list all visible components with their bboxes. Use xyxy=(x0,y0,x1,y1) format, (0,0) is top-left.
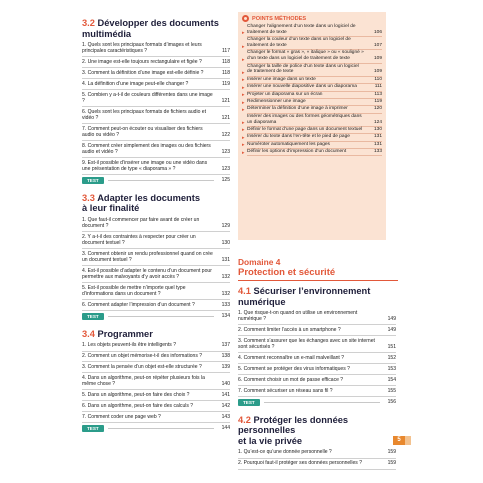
question-line xyxy=(82,126,218,138)
question-item[interactable] xyxy=(82,70,230,76)
bullet-icon: ▸ xyxy=(242,93,245,99)
divider xyxy=(82,174,230,175)
method-item[interactable] xyxy=(238,24,386,37)
question-number: 1. xyxy=(238,310,243,316)
question-text: Y a-t-il des contraintes à respecter pour créer un document textuel ? xyxy=(82,233,196,246)
question-line xyxy=(82,268,218,280)
method-text: Projeter un diaporama sur un écran xyxy=(247,92,368,99)
question-page: 159 xyxy=(387,449,396,456)
test-badge[interactable]: TEST xyxy=(82,313,104,320)
question-number: 3. xyxy=(82,250,87,257)
question-number: 6. xyxy=(82,108,87,115)
divider xyxy=(82,56,230,57)
question-item[interactable] xyxy=(238,377,396,383)
test-page: 125 xyxy=(221,177,230,184)
method-item[interactable] xyxy=(238,114,386,127)
question-page: 129 xyxy=(221,222,230,229)
question-item[interactable] xyxy=(82,302,230,308)
divider xyxy=(82,67,230,68)
divider xyxy=(82,411,230,412)
method-item[interactable] xyxy=(238,50,386,63)
question-item[interactable] xyxy=(82,251,230,263)
section-number: 4.1 xyxy=(238,286,251,296)
section-title xyxy=(82,18,230,39)
question-number: 1. xyxy=(82,342,87,349)
test-line xyxy=(108,428,214,429)
divider xyxy=(238,352,396,353)
question-number: 6. xyxy=(82,301,87,308)
divider xyxy=(238,469,396,470)
question-page: 152 xyxy=(387,354,396,361)
method-text: Définir le format d’une page dans un document textuel xyxy=(247,127,368,134)
question-number: 6. xyxy=(82,402,87,409)
bullet-icon: ▸ xyxy=(242,78,245,84)
question-item[interactable] xyxy=(82,160,230,172)
bullet-icon: ▸ xyxy=(242,121,245,127)
divider xyxy=(238,396,396,397)
section-title-line: et la vie privée xyxy=(238,435,303,446)
question-line xyxy=(82,251,218,263)
question-text: Est-il possible de mettre n’importe quel type d’informations dans un document ? xyxy=(82,284,186,297)
domain-label: Domaine 4 xyxy=(238,257,281,267)
question-text: Comment s’assurer que les échanges avec un site internet sont sécurisés ? xyxy=(238,337,375,350)
bullet-icon: ▸ xyxy=(242,100,245,106)
question-text: Comment peut-on écouter ou visualiser des fichiers audio ou vidéo ? xyxy=(82,125,203,138)
question-page: 121 xyxy=(221,97,230,104)
bullet-icon: ▸ xyxy=(242,85,245,91)
divider xyxy=(82,372,230,373)
section-title xyxy=(238,415,396,447)
method-text: Numéroter automatiquement les pages xyxy=(247,142,368,149)
section-title xyxy=(82,329,230,340)
method-text: Changer la taille de police d’un texte dans un logiciel de traitement de texte xyxy=(247,64,368,77)
question-line xyxy=(82,285,218,297)
question-number: 5. xyxy=(82,91,87,98)
method-item[interactable] xyxy=(238,142,386,149)
method-page: 109 xyxy=(368,69,382,76)
question-number: 9. xyxy=(82,159,87,166)
right-column xyxy=(238,286,396,471)
method-text: Changer l’alignement d’un texte dans un logiciel de traitement de texte xyxy=(247,24,368,37)
method-text: Définir les options d’impression d’un document xyxy=(247,149,368,156)
question-line xyxy=(238,377,384,383)
section-spacer xyxy=(82,186,230,193)
question-page: 117 xyxy=(221,48,230,55)
question-line xyxy=(82,217,218,229)
section-spacer xyxy=(82,434,230,441)
method-text: Changer le format « gras », « italique » ou « souligné » d’un texte dans un logiciel de traitement de texte xyxy=(247,50,368,63)
question-page: 153 xyxy=(387,365,396,372)
question-number: 1. xyxy=(82,216,87,223)
question-item[interactable] xyxy=(82,342,230,348)
question-text: Comment sécuriser un réseau sans fil ? xyxy=(243,387,333,394)
method-item[interactable] xyxy=(238,37,386,50)
method-page: 113 xyxy=(368,92,382,99)
question-page: 131 xyxy=(221,256,230,263)
section-title-line: numérique xyxy=(238,296,286,307)
question-item[interactable] xyxy=(238,310,396,322)
section-number: 3.4 xyxy=(82,328,95,339)
question-text: Comment reconnaître un e-mail malveillant ? xyxy=(243,354,345,361)
test-page: 144 xyxy=(221,425,230,432)
question-item[interactable] xyxy=(82,392,230,398)
methods-header xyxy=(238,12,386,24)
divider xyxy=(238,385,396,386)
section-title-line: Sécuriser l’environnement xyxy=(253,286,371,296)
question-text: Que faut-il commencer par faire avant de créer un document ? xyxy=(82,216,200,229)
question-item[interactable] xyxy=(82,59,230,65)
method-item[interactable] xyxy=(238,134,386,141)
divider xyxy=(82,361,230,362)
method-text: Changer la couleur d’un texte dans un logiciel de traitement de texte xyxy=(247,37,368,50)
method-page: 124 xyxy=(368,120,382,127)
question-number: 1. xyxy=(82,42,87,48)
bullet-icon: ▸ xyxy=(242,70,245,76)
question-number: 5. xyxy=(238,365,243,372)
method-text: Redimensionner une image xyxy=(247,99,368,106)
question-page: 132 xyxy=(221,273,230,280)
divider xyxy=(82,106,230,107)
question-item[interactable] xyxy=(238,460,396,466)
question-item[interactable] xyxy=(82,285,230,297)
divider xyxy=(82,157,230,158)
question-text: Dans un algorithme, peut-on faire des choix ? xyxy=(87,391,190,398)
question-text: Est-il possible d’insérer une image ou une vidéo dans une présentation de type « diaporama » ? xyxy=(82,159,208,172)
section-title-line: Adapter les documents xyxy=(97,192,200,203)
section-title-line: multimédia xyxy=(82,28,132,39)
question-line xyxy=(82,42,218,54)
question-number: 5. xyxy=(82,391,87,398)
question-line xyxy=(82,364,218,370)
question-line xyxy=(238,338,384,350)
domain-title: Protection et sécurité xyxy=(238,267,336,278)
test-row[interactable] xyxy=(82,425,230,432)
question-line xyxy=(82,342,218,348)
question-page: 151 xyxy=(387,343,396,350)
section-title-line: Développer des documents xyxy=(97,18,219,28)
bullet-icon: ▸ xyxy=(242,44,245,50)
question-number: 8. xyxy=(82,142,87,149)
method-item[interactable] xyxy=(238,106,386,113)
question-page: 141 xyxy=(221,391,230,398)
question-item[interactable] xyxy=(82,81,230,87)
question-number: 2. xyxy=(82,353,87,360)
question-page: 123 xyxy=(221,148,230,155)
question-number: 4. xyxy=(82,374,87,381)
divider xyxy=(82,389,230,390)
question-item[interactable] xyxy=(238,327,396,333)
question-number: 4. xyxy=(82,80,87,87)
methods-list xyxy=(238,24,386,156)
question-text: Comment adapter l’impression d’un document ? xyxy=(87,301,195,308)
question-line xyxy=(238,449,384,455)
test-badge[interactable]: TEST xyxy=(238,399,260,406)
domain-divider xyxy=(238,280,398,281)
method-page: 120 xyxy=(368,106,382,113)
question-line xyxy=(82,109,218,121)
question-page: 155 xyxy=(387,387,396,394)
question-page: 133 xyxy=(221,301,230,308)
divider xyxy=(82,78,230,79)
method-page: 119 xyxy=(368,99,382,106)
question-text: Que risque-t-on quand on utilise un environnement numérique ? xyxy=(238,310,358,323)
test-row[interactable] xyxy=(82,177,230,184)
test-row[interactable] xyxy=(238,399,396,406)
question-line xyxy=(238,355,384,361)
method-page: 106 xyxy=(368,30,382,37)
question-number: 3. xyxy=(82,363,87,370)
divider xyxy=(82,299,230,300)
question-item[interactable] xyxy=(82,364,230,370)
question-item[interactable] xyxy=(82,403,230,409)
divider xyxy=(238,335,396,336)
question-text: Quels sont les principaux formats de fichiers audio et vidéo ? xyxy=(82,108,207,121)
bullet-icon: ▸ xyxy=(242,57,245,63)
section-number: 3.2 xyxy=(82,18,95,28)
question-number: 1. xyxy=(238,449,243,456)
method-page: 130 xyxy=(368,127,382,134)
divider xyxy=(82,282,230,283)
question-item[interactable] xyxy=(82,143,230,155)
bullet-icon: ▸ xyxy=(242,143,245,149)
question-line xyxy=(82,302,218,308)
question-item[interactable] xyxy=(82,414,230,420)
question-item[interactable] xyxy=(82,42,230,54)
question-page: 149 xyxy=(387,316,396,323)
method-text: Insérer une image dans un texte xyxy=(247,77,368,84)
test-row[interactable] xyxy=(82,313,230,320)
divider xyxy=(82,231,230,232)
question-page: 140 xyxy=(221,380,230,387)
question-number: 5. xyxy=(82,284,87,291)
question-line xyxy=(82,414,218,420)
question-text: Comment choisir un mot de passe efficace ? xyxy=(243,376,344,383)
question-page: 121 xyxy=(221,114,230,121)
left-column xyxy=(82,18,230,441)
question-number: 3. xyxy=(238,337,243,344)
question-line xyxy=(82,160,218,172)
test-line xyxy=(264,402,380,403)
question-line xyxy=(82,92,218,104)
question-number: 7. xyxy=(82,125,87,132)
question-line xyxy=(238,310,384,322)
question-text: Quels sont les principaux formats d’images et leurs principales caractéristiques ? xyxy=(82,42,202,55)
question-line xyxy=(82,403,218,409)
question-number: 2. xyxy=(82,233,87,240)
question-number: 4. xyxy=(82,267,87,274)
question-number: 7. xyxy=(238,387,243,394)
question-number: 6. xyxy=(238,376,243,383)
method-page: 131 xyxy=(368,142,382,149)
divider xyxy=(82,351,230,352)
method-item[interactable] xyxy=(238,84,386,91)
divider xyxy=(82,400,230,401)
question-number: 2. xyxy=(82,58,87,65)
question-line xyxy=(82,143,218,155)
question-line xyxy=(82,234,218,246)
question-text: Est-il possible d’adapter le contenu d’un document pour permettre aux malvoyants d’y avoir accès ? xyxy=(82,267,212,280)
methods-title: POINTS MÉTHODES xyxy=(252,15,307,22)
question-item[interactable] xyxy=(82,217,230,229)
question-line xyxy=(238,366,384,372)
question-line xyxy=(82,59,218,65)
bullet-icon: ▸ xyxy=(242,107,245,113)
divider xyxy=(82,422,230,423)
divider xyxy=(82,89,230,90)
question-text: Comment se protéger des virus informatiques ? xyxy=(243,365,350,372)
question-line xyxy=(238,327,384,333)
question-line xyxy=(82,81,218,87)
section-number: 4.2 xyxy=(238,414,251,425)
question-text: Dans un algorithme, peut-on répéter plusieurs fois la même chose ? xyxy=(82,374,205,387)
question-page: 118 xyxy=(221,58,230,65)
question-item[interactable] xyxy=(82,353,230,359)
question-text: Comment la pensée d’un objet est-elle structurée ? xyxy=(87,363,202,370)
section-title xyxy=(238,286,396,307)
question-line xyxy=(82,375,218,387)
question-number: 7. xyxy=(82,413,87,420)
question-line xyxy=(82,392,218,398)
question-item[interactable] xyxy=(82,126,230,138)
question-number: 3. xyxy=(82,69,87,76)
method-page: 131 xyxy=(368,134,382,141)
question-line xyxy=(82,70,218,76)
question-page: 143 xyxy=(221,413,230,420)
question-page: 132 xyxy=(221,290,230,297)
question-item[interactable] xyxy=(238,449,396,455)
divider xyxy=(238,374,396,375)
question-text: Qu’est-ce qu’une donnée personnelle ? xyxy=(243,449,332,456)
question-text: Comment coder une page web ? xyxy=(87,413,161,420)
question-line xyxy=(238,388,384,394)
test-page: 156 xyxy=(387,399,396,406)
question-page: 159 xyxy=(387,460,396,467)
test-badge[interactable]: TEST xyxy=(82,425,104,432)
question-item[interactable] xyxy=(238,338,396,350)
question-item[interactable] xyxy=(82,375,230,387)
page-number: 5 xyxy=(393,436,405,445)
question-number: 2. xyxy=(238,460,243,467)
question-page: 118 xyxy=(221,69,230,76)
question-text: Comment créer simplement des images ou des fichiers audio et vidéo ? xyxy=(82,142,211,155)
question-item[interactable] xyxy=(238,388,396,394)
method-page: 110 xyxy=(368,77,382,84)
question-text: Une image est-elle toujours rectangulaire et figée ? xyxy=(87,58,202,65)
section-spacer xyxy=(238,408,396,415)
question-page: 154 xyxy=(387,376,396,383)
question-text: Combien y a-t-il de couleurs différentes dans une image ? xyxy=(82,91,213,104)
method-item[interactable] xyxy=(238,149,386,156)
question-text: Comment un objet mémorise-t-il des informations ? xyxy=(87,353,203,360)
question-line xyxy=(82,353,218,359)
question-text: Comment la définition d’une image est-elle définie ? xyxy=(87,69,204,76)
question-page: 142 xyxy=(221,402,230,409)
question-item[interactable] xyxy=(82,109,230,121)
gear-icon xyxy=(242,15,249,22)
method-text: Déterminer la définition d’une image à imprimer xyxy=(247,106,368,113)
question-text: La définition d’une image peut-elle changer ? xyxy=(87,80,189,87)
method-page: 133 xyxy=(368,149,382,156)
section-number: 3.3 xyxy=(82,192,95,203)
divider xyxy=(82,140,230,141)
question-item[interactable] xyxy=(238,355,396,361)
bullet-icon: ▸ xyxy=(242,135,245,141)
divider xyxy=(238,458,396,459)
divider xyxy=(82,248,230,249)
section-title-line: à leur finalité xyxy=(82,203,140,214)
question-number: 2. xyxy=(238,326,243,333)
section-title-line: Protéger les données personnelles xyxy=(238,414,349,436)
section-spacer xyxy=(82,322,230,329)
test-line xyxy=(108,316,214,317)
method-item[interactable] xyxy=(238,64,386,77)
question-page: 130 xyxy=(221,239,230,246)
divider xyxy=(82,265,230,266)
methods-box xyxy=(238,12,386,240)
method-page: 109 xyxy=(368,56,382,63)
question-item[interactable] xyxy=(82,268,230,280)
divider xyxy=(238,324,396,325)
section-title-line: Programmer xyxy=(97,328,153,339)
divider xyxy=(238,363,396,364)
question-text: Comment obtenir un rendu professionnel quand on crée un document textuel ? xyxy=(82,250,213,263)
test-page: 134 xyxy=(221,313,230,320)
question-text: Pourquoi faut-il protéger ses données personnelles ? xyxy=(243,460,363,467)
section-title xyxy=(82,193,230,214)
method-text: Insérer des images ou des formes géométriques dans un diaporama xyxy=(247,114,368,127)
question-page: 123 xyxy=(221,165,230,172)
question-item[interactable] xyxy=(82,92,230,104)
question-text: Comment limiter l’accès à un smartphone ? xyxy=(243,326,341,333)
domain-heading xyxy=(238,257,398,281)
question-page: 122 xyxy=(221,131,230,138)
bullet-icon: ▸ xyxy=(242,128,245,134)
question-page: 119 xyxy=(221,80,230,87)
question-page: 139 xyxy=(221,363,230,370)
method-text: Insérer du texte dans l’en-tête et le pied de page xyxy=(247,134,368,141)
question-text: Dans un algorithme, peut-on faire des calculs ? xyxy=(87,402,194,409)
bullet-icon: ▸ xyxy=(242,150,245,156)
question-item[interactable] xyxy=(82,234,230,246)
question-page: 149 xyxy=(387,326,396,333)
question-page: 138 xyxy=(221,353,230,360)
question-text: Les objets peuvent-ils être intelligents ? xyxy=(87,342,176,349)
divider xyxy=(82,123,230,124)
page-tab-strip xyxy=(405,436,411,445)
question-number: 4. xyxy=(238,354,243,361)
method-text: Insérer une nouvelle diapositive dans un diaporama xyxy=(247,84,368,91)
question-page: 137 xyxy=(221,342,230,349)
divider xyxy=(82,310,230,311)
question-line xyxy=(238,460,384,466)
method-page: 111 xyxy=(368,84,382,91)
test-badge[interactable]: TEST xyxy=(82,177,104,184)
method-page: 107 xyxy=(368,43,382,50)
method-item[interactable] xyxy=(238,92,386,99)
question-item[interactable] xyxy=(238,366,396,372)
bullet-icon: ▸ xyxy=(242,31,245,37)
test-line xyxy=(108,180,214,181)
